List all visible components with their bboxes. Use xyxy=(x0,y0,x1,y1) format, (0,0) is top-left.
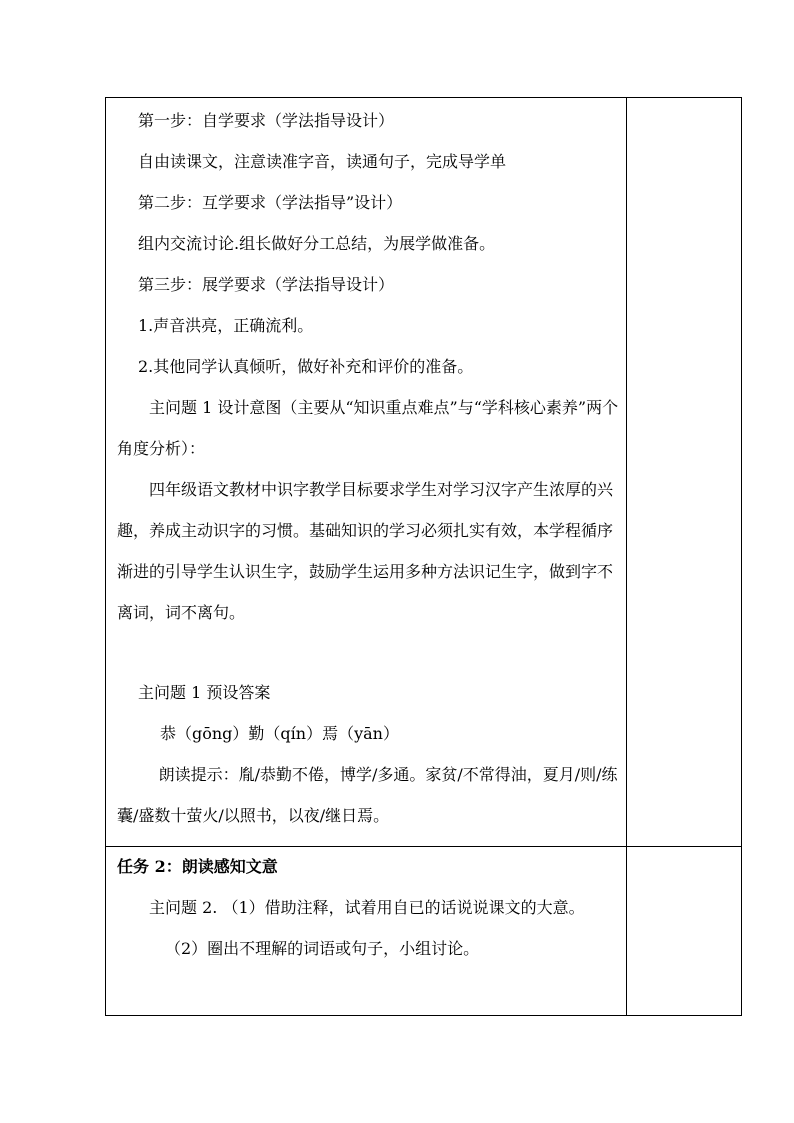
main-content-cell xyxy=(106,98,627,847)
design-intent-title: 主问题 1 设计意图（主要从“知识重点难点”与“学科核心素养”两个角度分析）： xyxy=(117,398,619,458)
side-notes-cell xyxy=(627,98,742,847)
design-intent-body: 四年级语文教材中识字教学目标要求学生对学习汉字产生浓厚的兴趣，养成主动识字的习惯。基础知识的学习必须扎实有效，本学程循序渐进的引导学生认识生字，鼓励学生运用多种方法识记生字，做到字不离词，词不离句。 xyxy=(117,480,614,622)
step3-heading: 第三步：展学要求（学法指导设计） xyxy=(138,275,395,294)
lesson-plan-table xyxy=(105,97,742,1016)
answer-title: 主问题 1 预设答案 xyxy=(138,683,271,702)
spacer xyxy=(106,633,626,672)
step3-item-1: 1.声音洪亮，正确流利。 xyxy=(138,316,314,335)
task2-question-2: （2）圈出不理解的词语或句子，小组讨论。 xyxy=(165,939,480,958)
reading-hint: 朗读提示：胤/恭勤不倦，博学/多通。家贫/不常得油，夏月/则/练囊/盛数十萤火/以照书，以夜/继日焉。 xyxy=(117,765,618,825)
step3-item-2: 2.其他同学认真倾听，做好补充和评价的准备。 xyxy=(138,357,474,376)
step1-heading: 第一步：自学要求（学法指导设计） xyxy=(138,111,395,130)
step2-body: 组内交流讨论.组长做好分工总结，为展学做准备。 xyxy=(138,234,496,253)
task2-title: 任务 2：朗读感知文意 xyxy=(117,857,278,876)
table-row xyxy=(106,847,742,1016)
task2-cell xyxy=(106,847,627,1016)
step1-body: 自由读课文，注意读准字音，读通句子，完成导学单 xyxy=(138,152,507,171)
task2-question-1: 主问题 2. （1）借助注释，试着用自已的话说说课文的大意。 xyxy=(149,898,585,917)
pinyin-line: 恭（gōng）勤（qín）焉（yān） xyxy=(160,724,399,743)
step2-heading: 第二步：互学要求（学法指导”设计） xyxy=(138,193,403,212)
side-notes-cell-2 xyxy=(627,847,742,1016)
table-row xyxy=(106,98,742,847)
